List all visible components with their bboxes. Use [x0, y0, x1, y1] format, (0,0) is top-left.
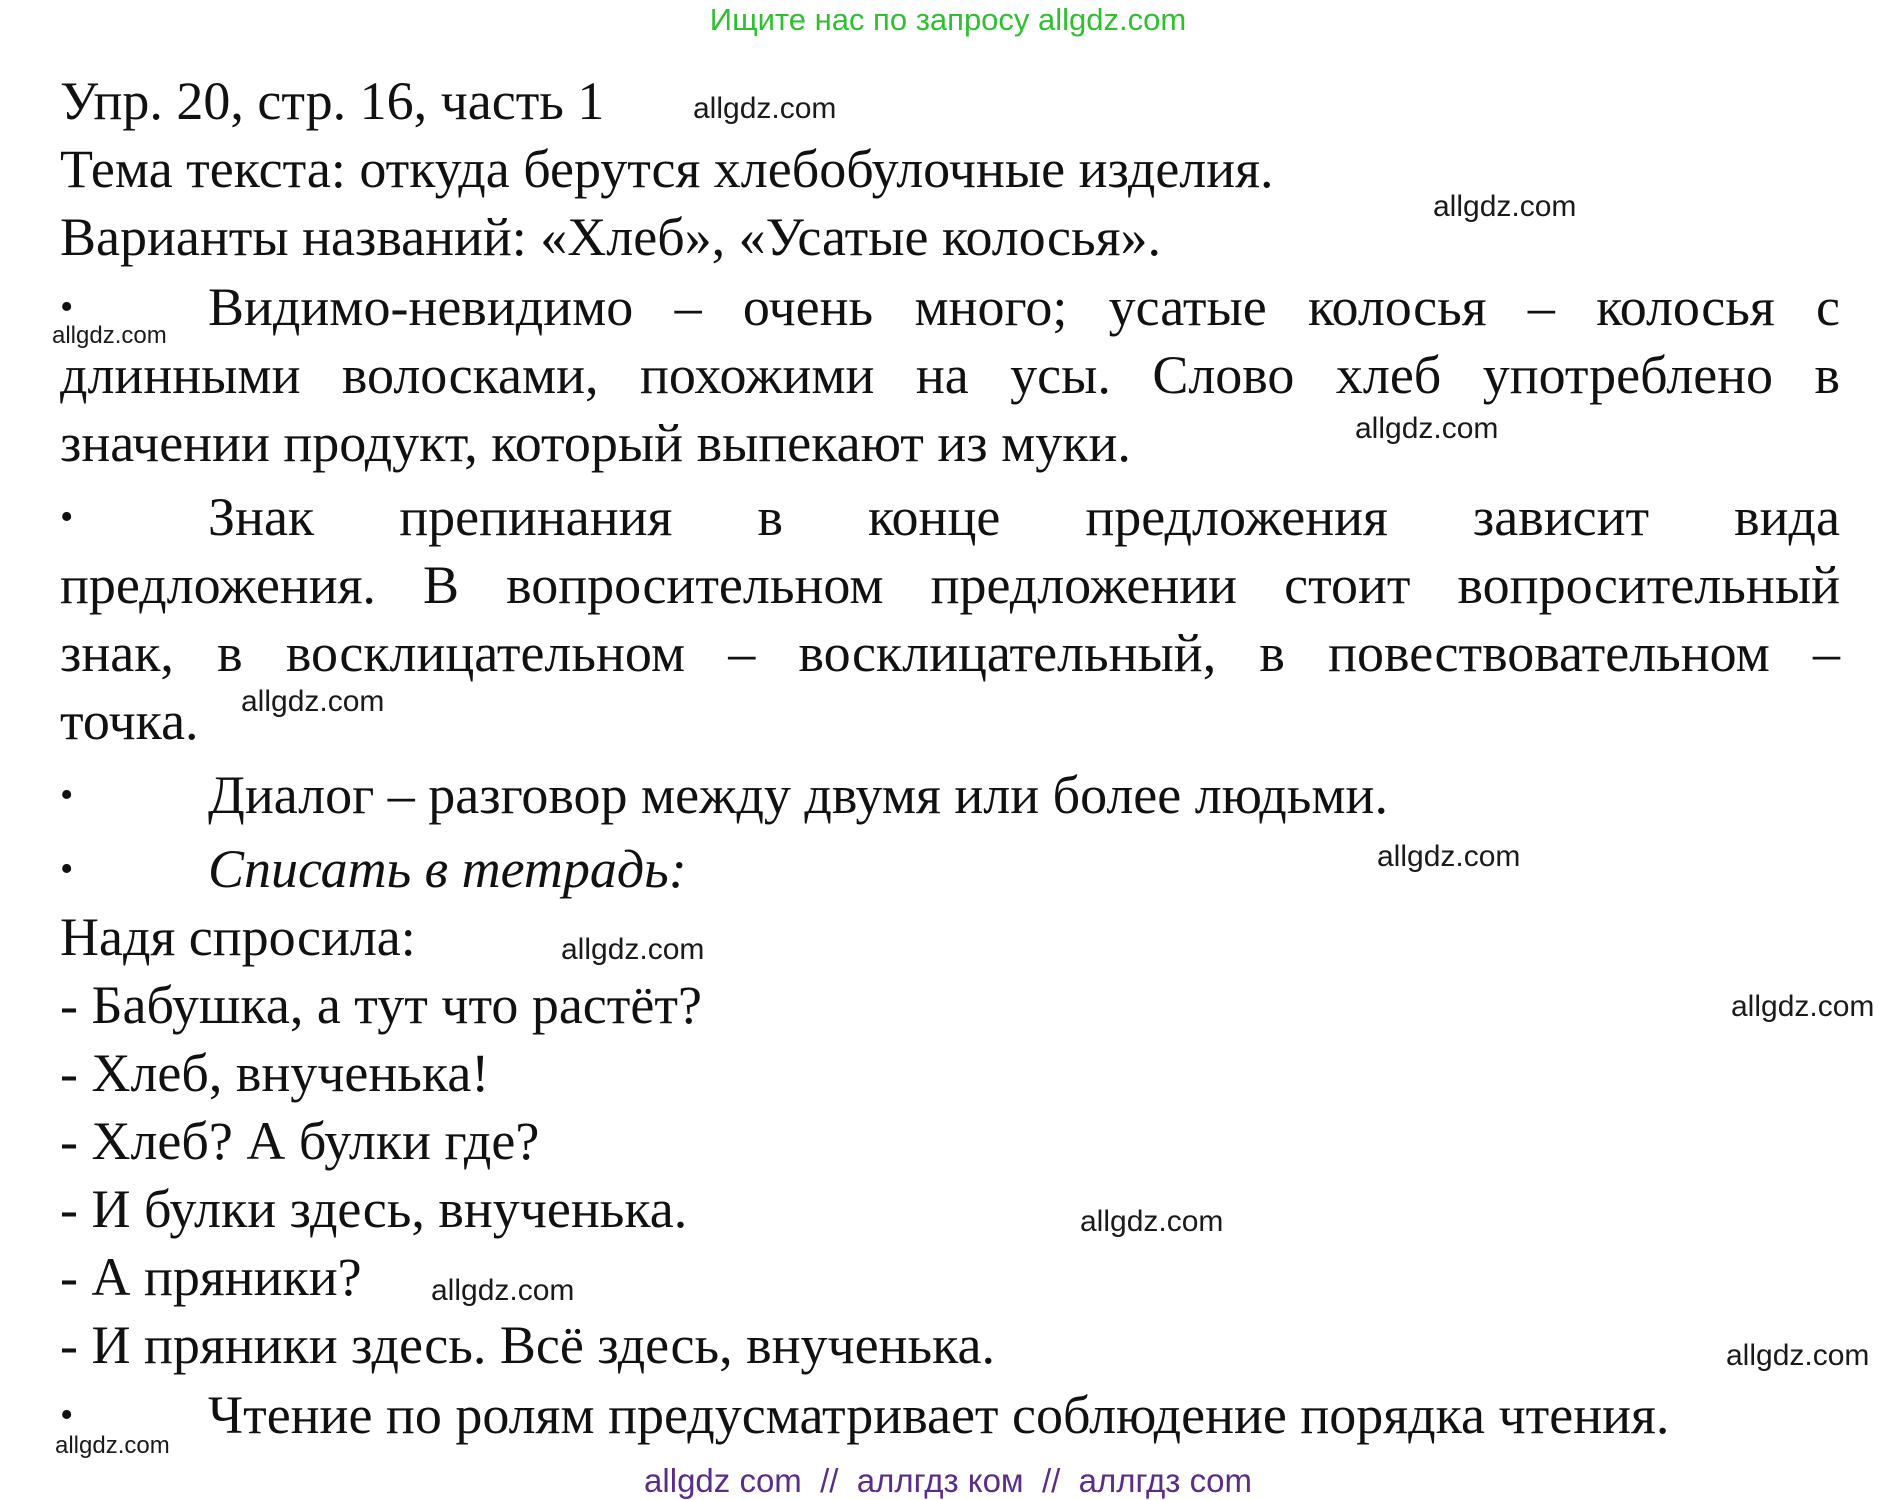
bullet-2-line-4: точка.	[60, 691, 199, 751]
bullet-1-line-3: значении продукт, который выпекают из муки.	[60, 413, 1131, 473]
dialogue-line: - А пряники?	[60, 1247, 362, 1307]
dialogue-line: - И булки здесь, внученька.	[60, 1179, 688, 1239]
watermark: allgdz.com	[55, 1432, 170, 1459]
dialogue-line: - Хлеб, внученька!	[60, 1043, 490, 1103]
watermark: allgdz.com	[1726, 1339, 1870, 1372]
bullet-marker: •	[60, 848, 74, 890]
watermark: allgdz.com	[561, 933, 705, 966]
watermark: allgdz.com	[241, 685, 385, 718]
dialogue-line: - И пряники здесь. Всё здесь, внученька.	[60, 1315, 996, 1375]
bullet-1-line-2: длинными волосками, похожими на усы. Слово хлеб употреблено в	[60, 345, 1840, 405]
watermark: allgdz.com	[1080, 1205, 1224, 1238]
watermark: allgdz.com	[1355, 412, 1499, 445]
dialogue-intro: Надя спросила:	[60, 907, 416, 967]
watermark: allgdz.com	[52, 322, 167, 349]
bullet-marker: •	[60, 774, 74, 816]
watermark: allgdz.com	[1377, 840, 1521, 873]
bullet-3-text: Диалог – разговор между двумя или более людьми.	[208, 765, 1388, 825]
watermark: allgdz.com	[1731, 990, 1875, 1023]
footer-watermark: allgdz com // аллгдз ком // аллгдз com	[644, 1462, 1252, 1499]
dialogue-line: - Хлеб? А булки где?	[60, 1111, 540, 1171]
watermark: allgdz.com	[431, 1274, 575, 1307]
exercise-title: Упр. 20, стр. 16, часть 1	[60, 71, 605, 131]
bullet-4-text: Списать в тетрадь:	[208, 839, 687, 899]
watermark: allgdz.com	[693, 92, 837, 125]
bullet-1-line-1: Видимо-невидимо – очень много; усатые колосья – колосья с	[208, 277, 1840, 337]
header-banner: Ищите нас по запросу allgdz.com	[709, 2, 1187, 37]
watermark: allgdz.com	[1433, 190, 1577, 223]
bullet-5-text: Чтение по ролям предусматривает соблюдение порядка чтения.	[208, 1385, 1670, 1445]
bullet-2-line-3: знак, в восклицательном – восклицательный, в повествовательном –	[60, 623, 1840, 683]
bullet-marker: •	[60, 286, 74, 328]
bullet-2-line-1: Знак препинания в конце предложения зависит вида	[208, 487, 1840, 547]
bullet-2-line-2: предложения. В вопросительном предложении стоит вопросительный	[60, 555, 1840, 615]
text-topic: Тема текста: откуда берутся хлебобулочные изделия.	[60, 139, 1274, 199]
title-variants: Варианты названий: «Хлеб», «Усатые колосья».	[60, 207, 1161, 267]
bullet-marker: •	[60, 1394, 74, 1436]
bullet-marker: •	[60, 496, 74, 538]
dialogue-line: - Бабушка, а тут что растёт?	[60, 975, 702, 1035]
